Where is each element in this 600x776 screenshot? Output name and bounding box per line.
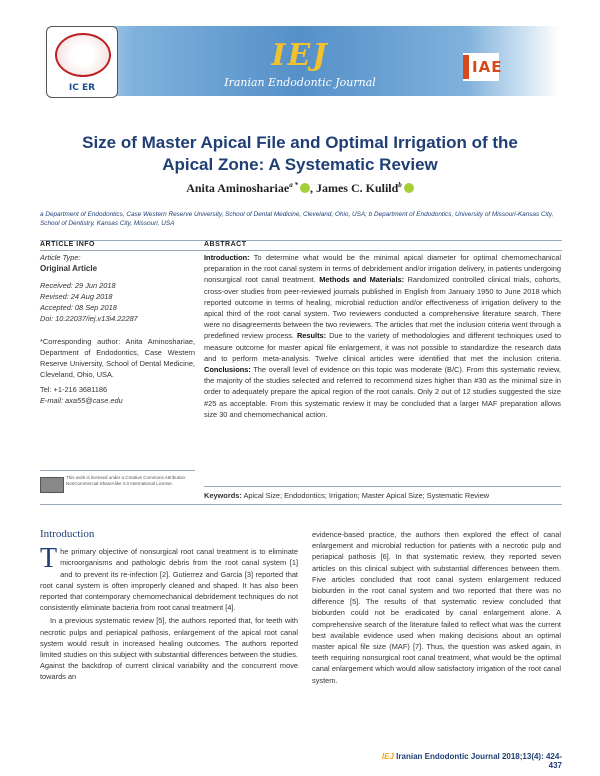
- abstract-conclusions-label: Conclusions:: [204, 365, 251, 375]
- keywords: [204, 491, 561, 500]
- body-left-column: [40, 529, 298, 683]
- license-block: [40, 475, 195, 505]
- heading-divider: [40, 250, 562, 251]
- license-text: This work is licensed under a Creative Commons Attribution-NonCommercial-ShareAlike 4.0 International License.: [66, 475, 187, 486]
- iae-logo-bar-icon: [463, 55, 469, 79]
- author-superscript: b: [398, 181, 402, 189]
- abstract-intro-label: Introduction:: [204, 253, 250, 262]
- author-superscript: a *: [289, 181, 298, 189]
- author-name: James C. Kulild: [315, 181, 399, 195]
- received-date: Received: 29 Jun 2018: [40, 281, 116, 290]
- logo-emblem-icon: [55, 33, 111, 77]
- abstract-body: [204, 252, 561, 420]
- right-logo-text: IAE: [472, 58, 503, 76]
- author-name: Anita Aminoshariae: [186, 181, 290, 195]
- abstract-bottom-divider: [40, 504, 562, 505]
- article-title: Size of Master Apical File and Optimal Irrigation of the Apical Zone: A Systematic Review: [82, 133, 518, 174]
- abstract-results-text: Due to the variety of methodologies and different techniques used to measure outcome for master apical file enlargement, it was not possible to standardize the research data and to perform meta-analysis. Twelve clinical articles were identified that met the inclusion criteria.: [204, 331, 562, 363]
- author-separator: ,: [309, 181, 313, 195]
- abstract-results-label: Results:: [296, 331, 327, 341]
- article-info-heading: ARTICLE INFO: [40, 241, 95, 248]
- intro-paragraph-1-text: he primary objective of nonsurgical root canal treatment is to eliminate microorganisms and pathologic debris from the root canal system [1] and to prevent its re-infection [2]. Gutierrez and Garcia [3] reported that root canal system is often improperly cleaned and shaped. It has also been reported that contemporary chemomechanical debridement techniques do not consistently eliminate bacteria from root canal treatment [4].: [40, 547, 298, 613]
- correspondence: *Corresponding author: Anita Aminoshariae, Department of Endodontics, Case Western Reserve University, School of Dental Medicine, Cleveland, Ohio, USA.: [40, 337, 195, 379]
- doi-link[interactable]: Doi: 10.22037/iej.v13i4.22287: [40, 314, 138, 323]
- author-list: [140, 181, 460, 196]
- article-info-panel: [40, 252, 195, 406]
- body-right-column: [312, 529, 561, 686]
- orcid-icon[interactable]: [300, 183, 310, 193]
- footer-journal-abbr: IEJ: [381, 752, 394, 761]
- footer-citation: Iranian Endodontic Journal 2018;13(4): 424-437: [396, 752, 562, 770]
- intro-paragraph-1: [40, 543, 298, 613]
- affiliations: a Department of Endodontics, Case Western Reserve University, School of Dental Medicine, Cleveland, Ohio, USA; b Department of Endodontics, University of Missouri-Kansas City, School of Dentistry, Kansas City, Missouri, USA: [40, 211, 554, 227]
- journal-name: Iranian Endodontic Journal: [224, 76, 376, 89]
- drop-cap: T: [40, 543, 58, 575]
- icer-logo: [46, 26, 118, 98]
- abstract-methods-text: Randomized controlled clinical trials, cohorts, cross-over studies from peer-reviewed journals published in English from January 1950 to June 2018 which reported outcome in terms of healing, microbial reduction and/or effectiveness of irrigation delivery to the apical third of the root canal system. Two reviewers conducted a comprehensive literature search. There were no disagreements between the two reviewers. The articles that met the inclusion criteria went through a predefined review process.: [204, 275, 561, 341]
- revised-date: Revised: 24 Aug 2018: [40, 292, 113, 301]
- keywords-label: Keywords:: [204, 491, 242, 500]
- orcid-icon[interactable]: [404, 183, 414, 193]
- creative-commons-icon[interactable]: [40, 477, 64, 493]
- top-divider: [40, 240, 562, 241]
- keywords-text: Apical Size; Endodontics; Irrigation; Master Apical Size; Systematic Review: [243, 491, 490, 500]
- iae-logo: [463, 53, 503, 81]
- keywords-divider: [204, 486, 561, 487]
- intro-paragraph-2: In a previous systematic review [5], the authors reported that, for teeth with necrotic pulps and periapical pathosis, enlargement of the apical root canal system would result in increased healing outcomes. The authors reported limited studies on this subject with substantial differences between the studies. Against the backdrop of current clinical variability and the concurrent move towards an: [40, 616, 298, 682]
- left-logo-text: IC ER: [68, 83, 96, 93]
- intro-paragraph-3: evidence-based practice, the authors then explored the effect of canal enlargement and microbial reduction for patients with a necrotic pulp and periapical pathosis [6]. In that systematic review, they reported seven articles on this clinical subject with substantial differences between them. Five articles concluded that root canal system enlargement reduced bioburden in the root canal system and two reported that there was no difference [5]. The results of that systematic review concluded that bioburden could not be eradicated by canal enlargement alone. A comprehensive search of the literature failed to reflect what was the current best available evidence used when making decisions about an optimal master apical file size (MAF) [7]. Thus, the question was asked again, in teeth requiring nonsurgical root canal treatment, what would be the optimal canal enlargement which would allow satisfactory irrigation of the root canal system.: [312, 530, 561, 685]
- abstract-intro-text: To determine what would be the minimal apical diameter for optimal chemomechanical preparation in the root canal system in terms of debridement and/or irrigation delivery, in patients undergoing nonsurgical root canal treatment.: [204, 253, 561, 285]
- accepted-date: Accepted: 08 Sep 2018: [40, 303, 117, 312]
- abstract-heading: ABSTRACT: [204, 241, 247, 248]
- telephone: Tel: +1-216 3681186: [40, 385, 108, 394]
- page-footer: [370, 752, 562, 770]
- abstract-conclusions-text: The overall level of evidence on this topic was moderate (B/C). From this systematic review, the majority of the studies selected and referred to recommend sizes higher than #30 as the minimal size in order to adequately prepare the apical region of the root canals. Only 2 out of 12 studies suggested the size #25 as acceptable. From this systematic review it may be concluded that a larger MAF preparation allows size 30 and chemomechanical action.: [204, 365, 561, 419]
- journal-acronym: IEJ: [271, 38, 329, 73]
- abstract-methods-label: Methods and Materials:: [319, 275, 405, 285]
- email-link[interactable]: E-mail: axa55@case.edu: [40, 396, 123, 405]
- license-divider: [40, 470, 195, 471]
- article-type-label: Article Type:: [40, 253, 81, 262]
- article-type-value: Original Article: [40, 264, 98, 273]
- introduction-heading: Introduction: [40, 528, 95, 540]
